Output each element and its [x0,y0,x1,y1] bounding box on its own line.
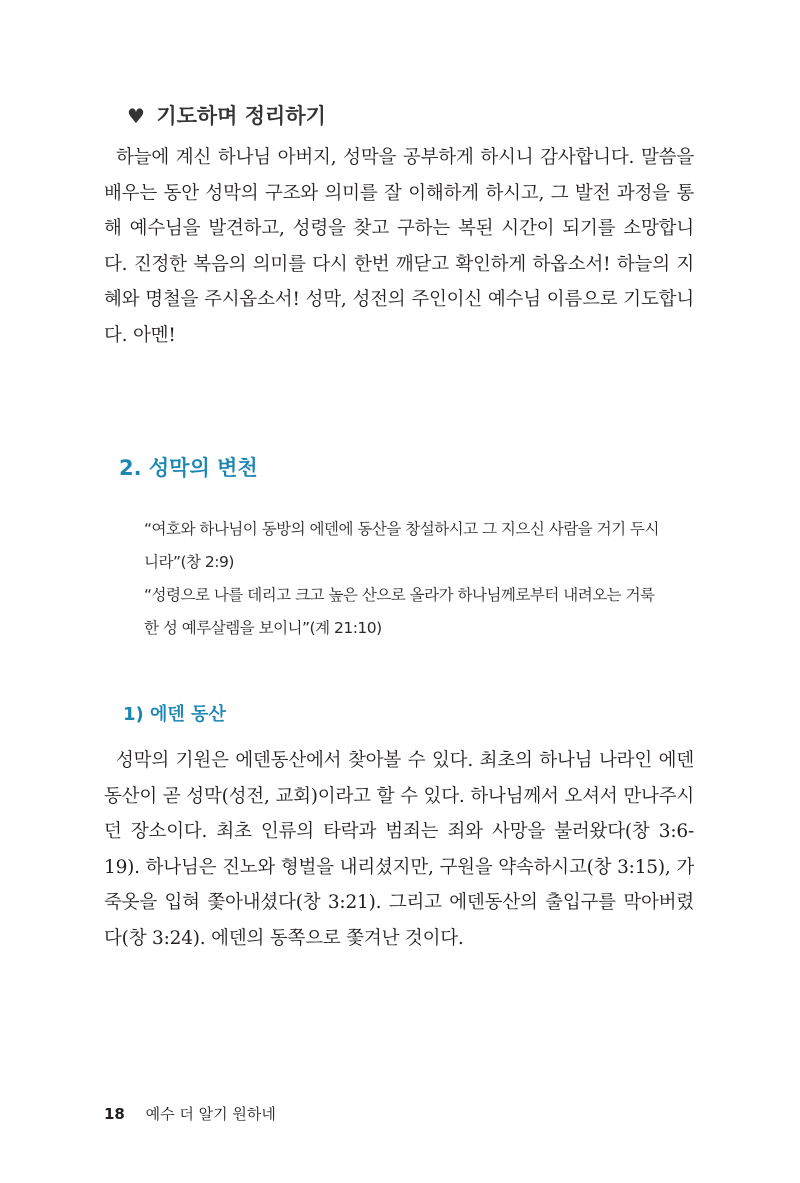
prayer-heading-text: 기도하며 정리하기 [156,104,326,128]
prayer-heading [127,100,326,130]
page-number: 18 [104,1105,125,1123]
section-title: 2. 성막의 변천 [119,456,258,480]
scripture-quote: “성령으로 나를 데리고 크고 높은 산으로 올라가 하나님께로부터 내려오는 거룩한 성 예루살렘을 보이니”(계 21:10) [144,586,655,637]
subsection-title: 1) 에덴 동산 [123,704,226,725]
scripture-quotes [144,513,664,645]
scripture-quote: “여호와 하나님이 동방의 에덴에 동산을 창설하시고 그 지으신 사람을 거기 두시니라”(창 2:9) [144,520,659,571]
page-footer [104,1103,276,1124]
heart-icon: ♥ [127,104,145,128]
eden-paragraph: 성막의 기원은 에덴동산에서 찾아볼 수 있다. 최초의 하나님 나라인 에덴동산이 곧 성막(성전, 교회)이라고 할 수 있다. 하나님께서 오셔서 만나주시던 장소이다. 최초 인류의 타락과 범죄는 죄와 사망을 불러왔다(창 3:6-19). 하나님은 진노와 형벌을 내리셨지만, 구원을 약속하시고(창 3:15), 가죽옷을 입혀 쫓아내셨다(창 3:21). 그리고 에덴동산의 출입구를 막아버렸다(창 3:24). 에덴의 동쪽으로 쫓겨난 것이다. [104,750,694,949]
book-title: 예수 더 알기 원하네 [145,1105,276,1123]
prayer-paragraph: 하늘에 계신 하나님 아버지, 성막을 공부하게 하시니 감사합니다. 말씀을 배우는 동안 성막의 구조와 의미를 잘 이해하게 하시고, 그 발전 과정을 통해 예수님을 발견하고, 성령을 찾고 구하는 복된 시간이 되기를 소망합니다. 진정한 복음의 의미를 다시 한번 깨닫고 확인하게 하옵소서! 하늘의 지혜와 명철을 주시옵소서! 성막, 성전의 주인이신 예수님 이름으로 기도합니다. 아멘! [104,147,694,346]
